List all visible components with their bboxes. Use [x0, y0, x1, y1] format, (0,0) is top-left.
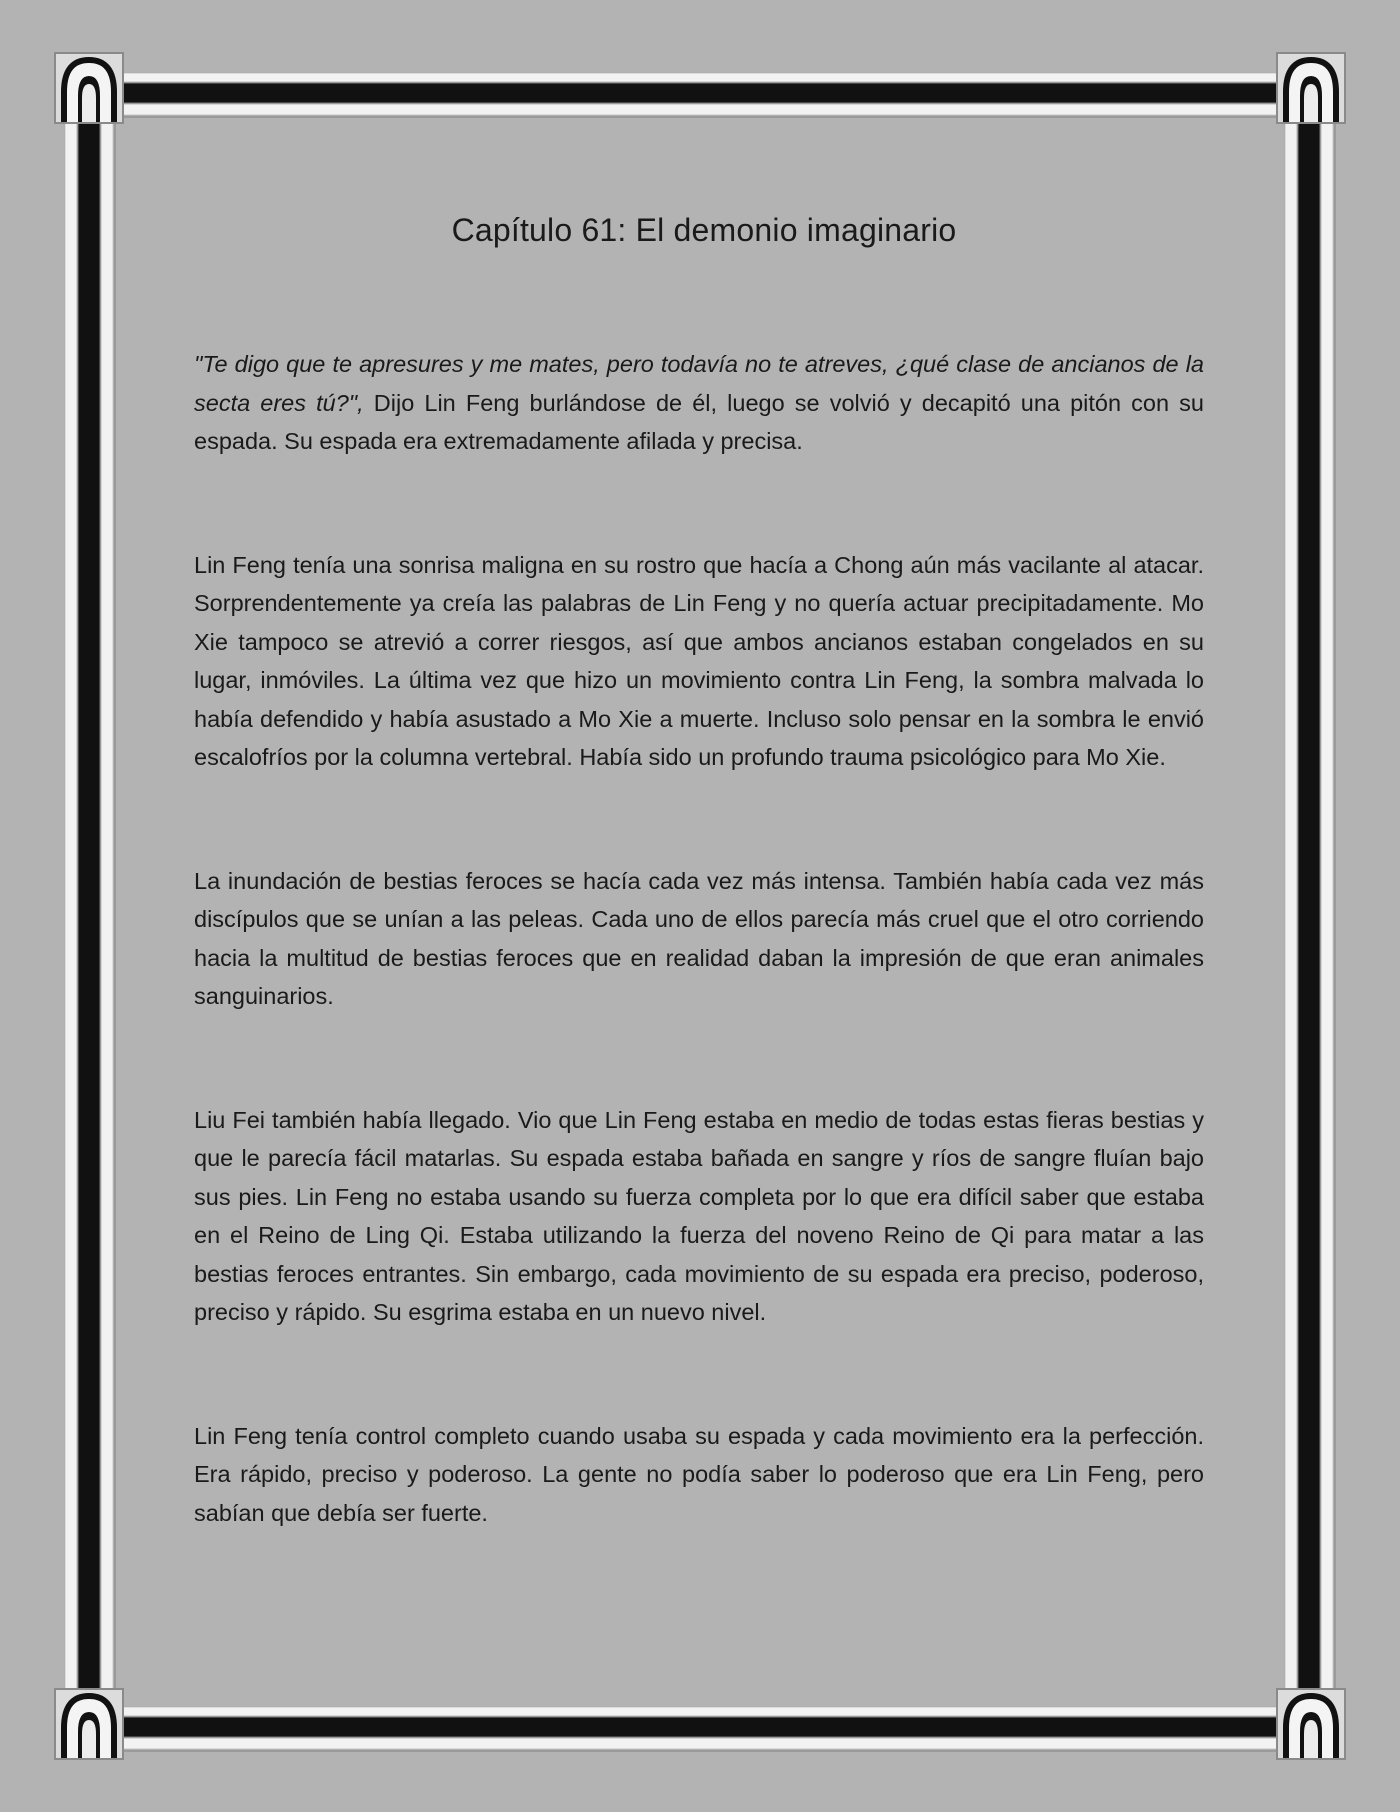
frame-bottom-border [112, 1706, 1288, 1752]
frame-corner-ornament-bottom-right [1276, 1688, 1346, 1760]
page-content [194, 212, 1204, 1617]
paragraph-3: La inundación de bestias feroces se hacía cada vez más intensa. También había cada vez más discípulos que se unían a las peleas. Cada uno de ellos parecía más cruel que el otro corriendo hacia la multitud de bestias feroces que en realidad daban la impresión de que eran animales sanguinarios. [194, 867, 1204, 1009]
paragraph-2: Lin Feng tenía una sonrisa maligna en su rostro que hacía a Chong aún más vacilante al atacar. Sorprendentemente ya creía las palabras de Lin Feng y no quería actuar precipitadamente. Mo Xie tampoco se atrevió a correr riesgos, así que ambos ancianos estaban congelados en su lugar, inmóviles. La última vez que hizo un movimiento contra Lin Feng, la sombra malvada lo había defendido y había asustado a Mo Xie a muerte. Incluso solo pensar en la sombra le envió escalofríos por la columna vertebral. Había sido un profundo trauma psicológico para Mo Xie. [194, 551, 1204, 770]
paragraph-1-dialogue: "Te digo que te apresures y me mates, pero todavía no te atreves, ¿qué clase de ancianos de la secta eres tú?", [194, 351, 1204, 416]
frame-corner-ornament-top-right [1276, 52, 1346, 124]
paragraph-1-narration: Dijo Lin Feng burlándose de él, luego se volvió y decapitó una pitón con su espada. Su espada era extremadamente afilada y precisa. [194, 389, 1204, 454]
frame-corner-ornament-bottom-left [54, 1688, 124, 1760]
frame-left-border [64, 96, 116, 1756]
frame-top-border [112, 72, 1288, 118]
paragraph-4: Liu Fei también había llegado. Vio que Lin Feng estaba en medio de todas estas fieras bestias y que le parecía fácil matarlas. Su espada estaba bañada en sangre y ríos de sangre fluían bajo sus pies. Lin Feng no estaba usando su fuerza completa por lo que era difícil saber que estaba en el Reino de Ling Qi. Estaba utilizando la fuerza del noveno Reino de Qi para matar a las bestias feroces entrantes. Sin embargo, cada movimiento de su espada era preciso, poderoso, preciso y rápido. Su esgrima estaba en un nuevo nivel. [194, 1106, 1204, 1325]
paragraph-1 [194, 345, 1204, 461]
frame-corner-ornament-top-left [54, 52, 124, 124]
paragraph-5: Lin Feng tenía control completo cuando usaba su espada y cada movimiento era la perfección. Era rápido, preciso y poderoso. La gente no podía saber lo poderoso que era Lin Feng, pero sabían que debía ser fuerte. [194, 1422, 1204, 1526]
chapter-title: Capítulo 61: El demonio imaginario [451, 212, 957, 248]
frame-right-border [1284, 96, 1336, 1756]
